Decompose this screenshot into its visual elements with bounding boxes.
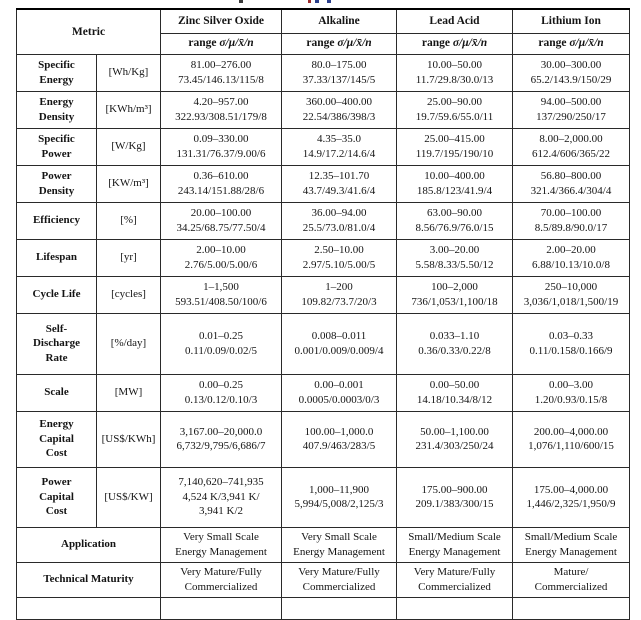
table-row: [17, 467, 630, 527]
value-cell: Very Mature/Fully Commercialized: [282, 562, 397, 597]
clipped-citation-bracket-icon: [315, 0, 319, 3]
value-cell: 3.00–20.00 5.58/8.33/5.50/12: [397, 239, 513, 276]
value-cell: 0.00–3.00 1.20/0.93/0.15/8: [513, 374, 630, 411]
value-cell: 8.00–2,000.00 612.4/606/365/22: [513, 128, 630, 165]
metric-unit: [%/day]: [97, 313, 161, 374]
table-row: [17, 313, 630, 374]
metric-label: Lifespan: [17, 239, 97, 276]
value-cell: 100–2,000 736/1,053/1,100/18: [397, 276, 513, 313]
range-symbols: σ/μ/x̄/n: [337, 37, 372, 50]
value-cell: 70.00–100.00 8.5/89.8/90.0/17: [513, 202, 630, 239]
range-symbols: σ/μ/x̄/n: [452, 37, 488, 50]
metric-label: Energy Capital Cost: [17, 411, 97, 467]
metric-label: Technical Maturity: [17, 562, 161, 597]
value-cell: 0.00–0.25 0.13/0.12/0.10/3: [161, 374, 282, 411]
value-cell: 50.00–1,100.00 231.4/303/250/24: [397, 411, 513, 467]
value-cell: 2.50–10.00 2.97/5.10/5.00/5: [282, 239, 397, 276]
value-cell: 0.09–330.00 131.31/76.37/9.00/6: [161, 128, 282, 165]
metric-unit: [Wh/Kg]: [97, 54, 161, 91]
value-cell: Mature/ Commercialized: [513, 562, 630, 597]
metric-unit: [US$/KW]: [97, 467, 161, 527]
range-header-cell: [161, 33, 282, 54]
value-cell: 80.0–175.00 37.33/137/145/5: [282, 54, 397, 91]
value-cell: 30.00–300.00 65.2/143.9/150/29: [513, 54, 630, 91]
partial-clipped-row: [17, 597, 630, 619]
table-row: [17, 165, 630, 202]
value-cell: 3,167.00–20,000.0 6,732/9,795/6,686/7: [161, 411, 282, 467]
metric-label: Specific Energy: [17, 54, 97, 91]
table-row: [17, 411, 630, 467]
value-cell: 1,000–11,900 5,994/5,008/2,125/3: [282, 467, 397, 527]
value-cell: 25.00–90.00 19.7/59.6/55.0/11: [397, 91, 513, 128]
clipped-citation-bracket-icon: [327, 0, 331, 3]
value-cell: 2.00–10.00 2.76/5.00/5.00/6: [161, 239, 282, 276]
value-cell: 100.00–1,000.0 407.9/463/283/5: [282, 411, 397, 467]
value-cell: 63.00–90.00 8.56/76.9/76.0/15: [397, 202, 513, 239]
table-header: [17, 9, 630, 54]
table-row: [17, 202, 630, 239]
table-row: [17, 276, 630, 313]
value-cell: 200.00–4,000.00 1,076/1,110/600/15: [513, 411, 630, 467]
metric-label: Efficiency: [17, 202, 97, 239]
metric-unit: [%]: [97, 202, 161, 239]
value-cell: 36.00–94.00 25.5/73.0/81.0/4: [282, 202, 397, 239]
value-cell: 94.00–500.00 137/290/250/17: [513, 91, 630, 128]
value-cell: 0.033–1.10 0.36/0.33/0.22/8: [397, 313, 513, 374]
value-cell: Very Small Scale Energy Management: [282, 527, 397, 562]
metrics-body: [17, 54, 630, 597]
comparison-table: [16, 8, 630, 620]
metric-unit: [US$/KWh]: [97, 411, 161, 467]
range-header-cell: [282, 33, 397, 54]
metric-label: Power Density: [17, 165, 97, 202]
value-cell: 1–1,500 593.51/408.50/100/6: [161, 276, 282, 313]
empty-cell: [282, 597, 397, 619]
metric-header-cell: Metric: [17, 9, 161, 54]
empty-cell: [161, 597, 282, 619]
value-cell: 56.80–800.00 321.4/366.4/304/4: [513, 165, 630, 202]
value-cell: Small/Medium Scale Energy Management: [397, 527, 513, 562]
range-header-cell: [397, 33, 513, 54]
value-cell: 2.00–20.00 6.88/10.13/10.0/8: [513, 239, 630, 276]
value-cell: 250–10,000 3,036/1,018/1,500/19: [513, 276, 630, 313]
value-cell: 175.00–4,000.00 1,446/2,325/1,950/9: [513, 467, 630, 527]
value-cell: 20.00–100.00 34.25/68.75/77.50/4: [161, 202, 282, 239]
table-row: [17, 527, 630, 562]
clipped-citation-fragment: [308, 0, 311, 3]
metric-label: Power Capital Cost: [17, 467, 97, 527]
empty-cell: [513, 597, 630, 619]
value-cell: 4.20–957.00 322.93/308.51/179/8: [161, 91, 282, 128]
table-row: [17, 239, 630, 276]
metric-label: Application: [17, 527, 161, 562]
value-cell: Small/Medium Scale Energy Management: [513, 527, 630, 562]
metric-label: Energy Density: [17, 91, 97, 128]
range-label: range: [188, 37, 220, 50]
table-row: [17, 562, 630, 597]
empty-cell: [17, 597, 161, 619]
table-row: [17, 91, 630, 128]
table-row: [17, 128, 630, 165]
partial-row-body: [17, 597, 630, 619]
column-header-alkaline: Alkaline: [282, 9, 397, 33]
value-cell: Very Mature/Fully Commercialized: [161, 562, 282, 597]
metric-label: Specific Power: [17, 128, 97, 165]
value-cell: 12.35–101.70 43.7/49.3/41.6/4: [282, 165, 397, 202]
table-row: [17, 54, 630, 91]
metric-label: Self- Discharge Rate: [17, 313, 97, 374]
empty-cell: [397, 597, 513, 619]
value-cell: 10.00–50.00 11.7/29.8/30.0/13: [397, 54, 513, 91]
value-cell: 81.00–276.00 73.45/146.13/115/8: [161, 54, 282, 91]
value-cell: 0.36–610.00 243.14/151.88/28/6: [161, 165, 282, 202]
clipped-caption-fragment: [239, 0, 243, 3]
table-row: [17, 374, 630, 411]
range-header-cell: [513, 33, 630, 54]
range-symbols: σ/μ/x̄/n: [569, 37, 604, 50]
column-header-lithium-ion: Lithium Ion: [513, 9, 630, 33]
range-label: range: [421, 37, 453, 50]
range-label: range: [538, 37, 570, 50]
metric-unit: [cycles]: [97, 276, 161, 313]
value-cell: 175.00–900.00 209.1/383/300/15: [397, 467, 513, 527]
range-label: range: [306, 37, 338, 50]
metric-label: Scale: [17, 374, 97, 411]
metric-label: Cycle Life: [17, 276, 97, 313]
value-cell: 0.00–50.00 14.18/10.34/8/12: [397, 374, 513, 411]
value-cell: 4.35–35.0 14.9/17.2/14.6/4: [282, 128, 397, 165]
metric-unit: [W/Kg]: [97, 128, 161, 165]
metric-unit: [MW]: [97, 374, 161, 411]
value-cell: 0.00–0.001 0.0005/0.0003/0/3: [282, 374, 397, 411]
value-cell: Very Mature/Fully Commercialized: [397, 562, 513, 597]
column-header-lead-acid: Lead Acid: [397, 9, 513, 33]
value-cell: 7,140,620–741,935 4,524 K/3,941 K/ 3,941 K/2: [161, 467, 282, 527]
value-cell: 25.00–415.00 119.7/195/190/10: [397, 128, 513, 165]
metric-unit: [yr]: [97, 239, 161, 276]
metric-unit: [KW/m³]: [97, 165, 161, 202]
value-cell: 10.00–400.00 185.8/123/41.9/4: [397, 165, 513, 202]
value-cell: 0.03–0.33 0.11/0.158/0.166/9: [513, 313, 630, 374]
value-cell: 0.008–0.011 0.001/0.009/0.009/4: [282, 313, 397, 374]
value-cell: 1–200 109.82/73.7/20/3: [282, 276, 397, 313]
metric-unit: [KWh/m³]: [97, 91, 161, 128]
technology-header-row: [17, 9, 630, 33]
range-symbols: σ/μ/x̄/n: [219, 37, 254, 50]
value-cell: Very Small Scale Energy Management: [161, 527, 282, 562]
value-cell: 360.00–400.00 22.54/386/398/3: [282, 91, 397, 128]
column-header-zinc-silver-oxide: Zinc Silver Oxide: [161, 9, 282, 33]
value-cell: 0.01–0.25 0.11/0.09/0.02/5: [161, 313, 282, 374]
